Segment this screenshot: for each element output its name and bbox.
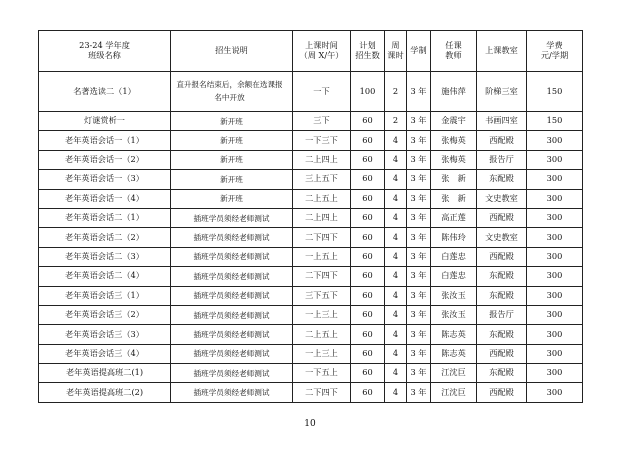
cell-weekly-hours: 4 [385,364,407,383]
cell-classroom: 东配殿 [477,170,527,189]
cell-duration: 3 年 [407,364,431,383]
cell-planned-enrollment: 60 [351,131,385,150]
cell-teacher: 江沈巨 [431,364,477,383]
cell-class-name: 老年英语会话三（1） [39,286,171,305]
table-row [39,286,583,305]
cell-weekly-hours: 4 [385,286,407,305]
cell-class-time: 二上五上 [293,189,351,208]
cell-class-name: 老年英语会话二（1） [39,208,171,227]
cell-classroom: 东配殿 [477,267,527,286]
cell-class-name: 灯谜赏析一 [39,112,171,131]
cell-class-time: 二下四下 [293,267,351,286]
cell-classroom: 阶梯三室 [477,72,527,112]
cell-classroom: 文史教室 [477,228,527,247]
cell-teacher: 陈伟玲 [431,228,477,247]
cell-planned-enrollment: 60 [351,267,385,286]
cell-class-time: 一下 [293,72,351,112]
cell-class-time: 三下五下 [293,286,351,305]
table-row [39,344,583,363]
cell-duration: 3 年 [407,267,431,286]
cell-weekly-hours: 4 [385,325,407,344]
cell-classroom: 书画四室 [477,112,527,131]
cell-classroom: 西配殿 [477,131,527,150]
header-class-name: 23-24 学年度 班级名称 [39,31,171,72]
cell-duration: 3 年 [407,383,431,402]
table-row [39,150,583,169]
header-teacher: 任课 教师 [431,31,477,72]
cell-enrollment-note: 插班学员须经老师测试 [171,364,293,383]
header-duration: 学制 [407,31,431,72]
cell-enrollment-note: 新开班 [171,170,293,189]
cell-tuition: 300 [527,189,583,208]
cell-tuition: 300 [527,228,583,247]
cell-tuition: 300 [527,267,583,286]
table-row [39,112,583,131]
cell-tuition: 300 [527,305,583,324]
cell-class-time: 一下五上 [293,364,351,383]
cell-planned-enrollment: 60 [351,286,385,305]
cell-classroom: 西配殿 [477,344,527,363]
cell-teacher: 白莲忠 [431,247,477,266]
cell-classroom: 报告厅 [477,305,527,324]
cell-duration: 3 年 [407,170,431,189]
cell-duration: 3 年 [407,72,431,112]
cell-tuition: 150 [527,72,583,112]
table-row [39,325,583,344]
cell-tuition: 300 [527,170,583,189]
cell-weekly-hours: 2 [385,72,407,112]
cell-enrollment-note: 直升报名结束后，余额在选课报名中开放 [171,72,293,112]
cell-class-time: 一上三上 [293,305,351,324]
cell-class-name: 老年英语提高班二(1) [39,364,171,383]
cell-planned-enrollment: 60 [351,344,385,363]
cell-weekly-hours: 4 [385,150,407,169]
cell-weekly-hours: 4 [385,344,407,363]
cell-tuition: 300 [527,364,583,383]
cell-class-time: 一下三下 [293,131,351,150]
cell-enrollment-note: 插班学员须经老师测试 [171,228,293,247]
cell-classroom: 文史教室 [477,189,527,208]
cell-tuition: 300 [527,131,583,150]
cell-planned-enrollment: 100 [351,72,385,112]
cell-duration: 3 年 [407,305,431,324]
table-row [39,305,583,324]
cell-weekly-hours: 4 [385,189,407,208]
cell-duration: 3 年 [407,247,431,266]
cell-teacher: 张汝玉 [431,305,477,324]
cell-teacher: 张梅英 [431,150,477,169]
cell-weekly-hours: 4 [385,247,407,266]
cell-class-name: 老年英语会话一（1） [39,131,171,150]
cell-duration: 3 年 [407,228,431,247]
cell-enrollment-note: 新开班 [171,131,293,150]
cell-tuition: 300 [527,325,583,344]
cell-teacher: 陈志英 [431,344,477,363]
cell-class-time: 二上四上 [293,150,351,169]
header-class-time: 上课时间 （周 X/午） [293,31,351,72]
table-row [39,383,583,402]
cell-weekly-hours: 4 [385,208,407,227]
cell-weekly-hours: 4 [385,170,407,189]
cell-tuition: 300 [527,150,583,169]
table-row [39,228,583,247]
cell-planned-enrollment: 60 [351,247,385,266]
cell-classroom: 西配殿 [477,208,527,227]
cell-class-name: 老年英语提高班二(2) [39,383,171,402]
cell-teacher: 陈志英 [431,325,477,344]
cell-teacher: 江沈巨 [431,383,477,402]
cell-classroom: 东配殿 [477,325,527,344]
cell-enrollment-note: 插班学员须经老师测试 [171,286,293,305]
cell-planned-enrollment: 60 [351,150,385,169]
cell-teacher: 张梅英 [431,131,477,150]
cell-classroom: 东配殿 [477,286,527,305]
cell-tuition: 300 [527,344,583,363]
cell-weekly-hours: 4 [385,131,407,150]
cell-enrollment-note: 插班学员须经老师测试 [171,305,293,324]
cell-planned-enrollment: 60 [351,364,385,383]
cell-planned-enrollment: 60 [351,325,385,344]
cell-weekly-hours: 4 [385,383,407,402]
cell-weekly-hours: 2 [385,112,407,131]
cell-tuition: 300 [527,286,583,305]
table-row [39,208,583,227]
table-header-row [39,31,583,72]
cell-tuition: 300 [527,383,583,402]
cell-classroom: 西配殿 [477,247,527,266]
cell-teacher: 张汝玉 [431,286,477,305]
cell-class-name: 老年英语会话三（2） [39,305,171,324]
cell-classroom: 西配殿 [477,383,527,402]
header-planned-enrollment: 计划 招生数 [351,31,385,72]
cell-enrollment-note: 插班学员须经老师测试 [171,247,293,266]
cell-teacher: 金震宇 [431,112,477,131]
cell-weekly-hours: 4 [385,267,407,286]
cell-teacher: 白莲忠 [431,267,477,286]
cell-class-name: 老年英语会话一（2） [39,150,171,169]
cell-teacher: 高正莲 [431,208,477,227]
cell-class-time: 一上五上 [293,247,351,266]
cell-enrollment-note: 新开班 [171,112,293,131]
cell-weekly-hours: 4 [385,228,407,247]
table-row [39,247,583,266]
cell-class-name: 老年英语会话二（3） [39,247,171,266]
cell-duration: 3 年 [407,112,431,131]
cell-planned-enrollment: 60 [351,383,385,402]
cell-class-name: 名著选读二（1） [39,72,171,112]
header-enrollment-note: 招生说明 [171,31,293,72]
cell-duration: 3 年 [407,344,431,363]
cell-enrollment-note: 插班学员须经老师测试 [171,344,293,363]
cell-classroom: 东配殿 [477,364,527,383]
cell-teacher: 施伟萍 [431,72,477,112]
cell-class-time: 一上三上 [293,344,351,363]
course-schedule-table [38,30,583,403]
cell-class-time: 二下四下 [293,383,351,402]
cell-planned-enrollment: 60 [351,189,385,208]
cell-duration: 3 年 [407,189,431,208]
page-number: 10 [304,419,316,429]
cell-tuition: 300 [527,208,583,227]
cell-planned-enrollment: 60 [351,305,385,324]
table-row [39,170,583,189]
cell-class-time: 三下 [293,112,351,131]
cell-tuition: 300 [527,247,583,266]
cell-class-name: 老年英语会话一（4） [39,189,171,208]
cell-enrollment-note: 新开班 [171,150,293,169]
cell-tuition: 150 [527,112,583,131]
cell-class-time: 二上五上 [293,325,351,344]
cell-class-time: 三上五下 [293,170,351,189]
cell-duration: 3 年 [407,286,431,305]
cell-duration: 3 年 [407,325,431,344]
cell-enrollment-note: 插班学员须经老师测试 [171,325,293,344]
table-row [39,131,583,150]
cell-teacher: 张 新 [431,189,477,208]
cell-duration: 3 年 [407,208,431,227]
cell-duration: 3 年 [407,131,431,150]
cell-class-name: 老年英语会话二（4） [39,267,171,286]
cell-classroom: 报告厅 [477,150,527,169]
cell-class-time: 二上四上 [293,208,351,227]
cell-class-time: 二下四下 [293,228,351,247]
cell-enrollment-note: 插班学员须经老师测试 [171,208,293,227]
cell-planned-enrollment: 60 [351,208,385,227]
table-row [39,72,583,112]
cell-planned-enrollment: 60 [351,228,385,247]
cell-enrollment-note: 插班学员须经老师测试 [171,383,293,402]
table-row [39,267,583,286]
cell-planned-enrollment: 60 [351,112,385,131]
table-row [39,364,583,383]
header-tuition: 学费 元/学期 [527,31,583,72]
cell-class-name: 老年英语会话一（3） [39,170,171,189]
table-row [39,189,583,208]
cell-class-name: 老年英语会话三（4） [39,344,171,363]
cell-class-name: 老年英语会话二（2） [39,228,171,247]
cell-class-name: 老年英语会话三（3） [39,325,171,344]
cell-teacher: 张 新 [431,170,477,189]
header-classroom: 上课教室 [477,31,527,72]
header-weekly-hours: 周 课时 [385,31,407,72]
cell-duration: 3 年 [407,150,431,169]
cell-planned-enrollment: 60 [351,170,385,189]
cell-enrollment-note: 新开班 [171,189,293,208]
cell-weekly-hours: 4 [385,305,407,324]
cell-enrollment-note: 插班学员须经老师测试 [171,267,293,286]
